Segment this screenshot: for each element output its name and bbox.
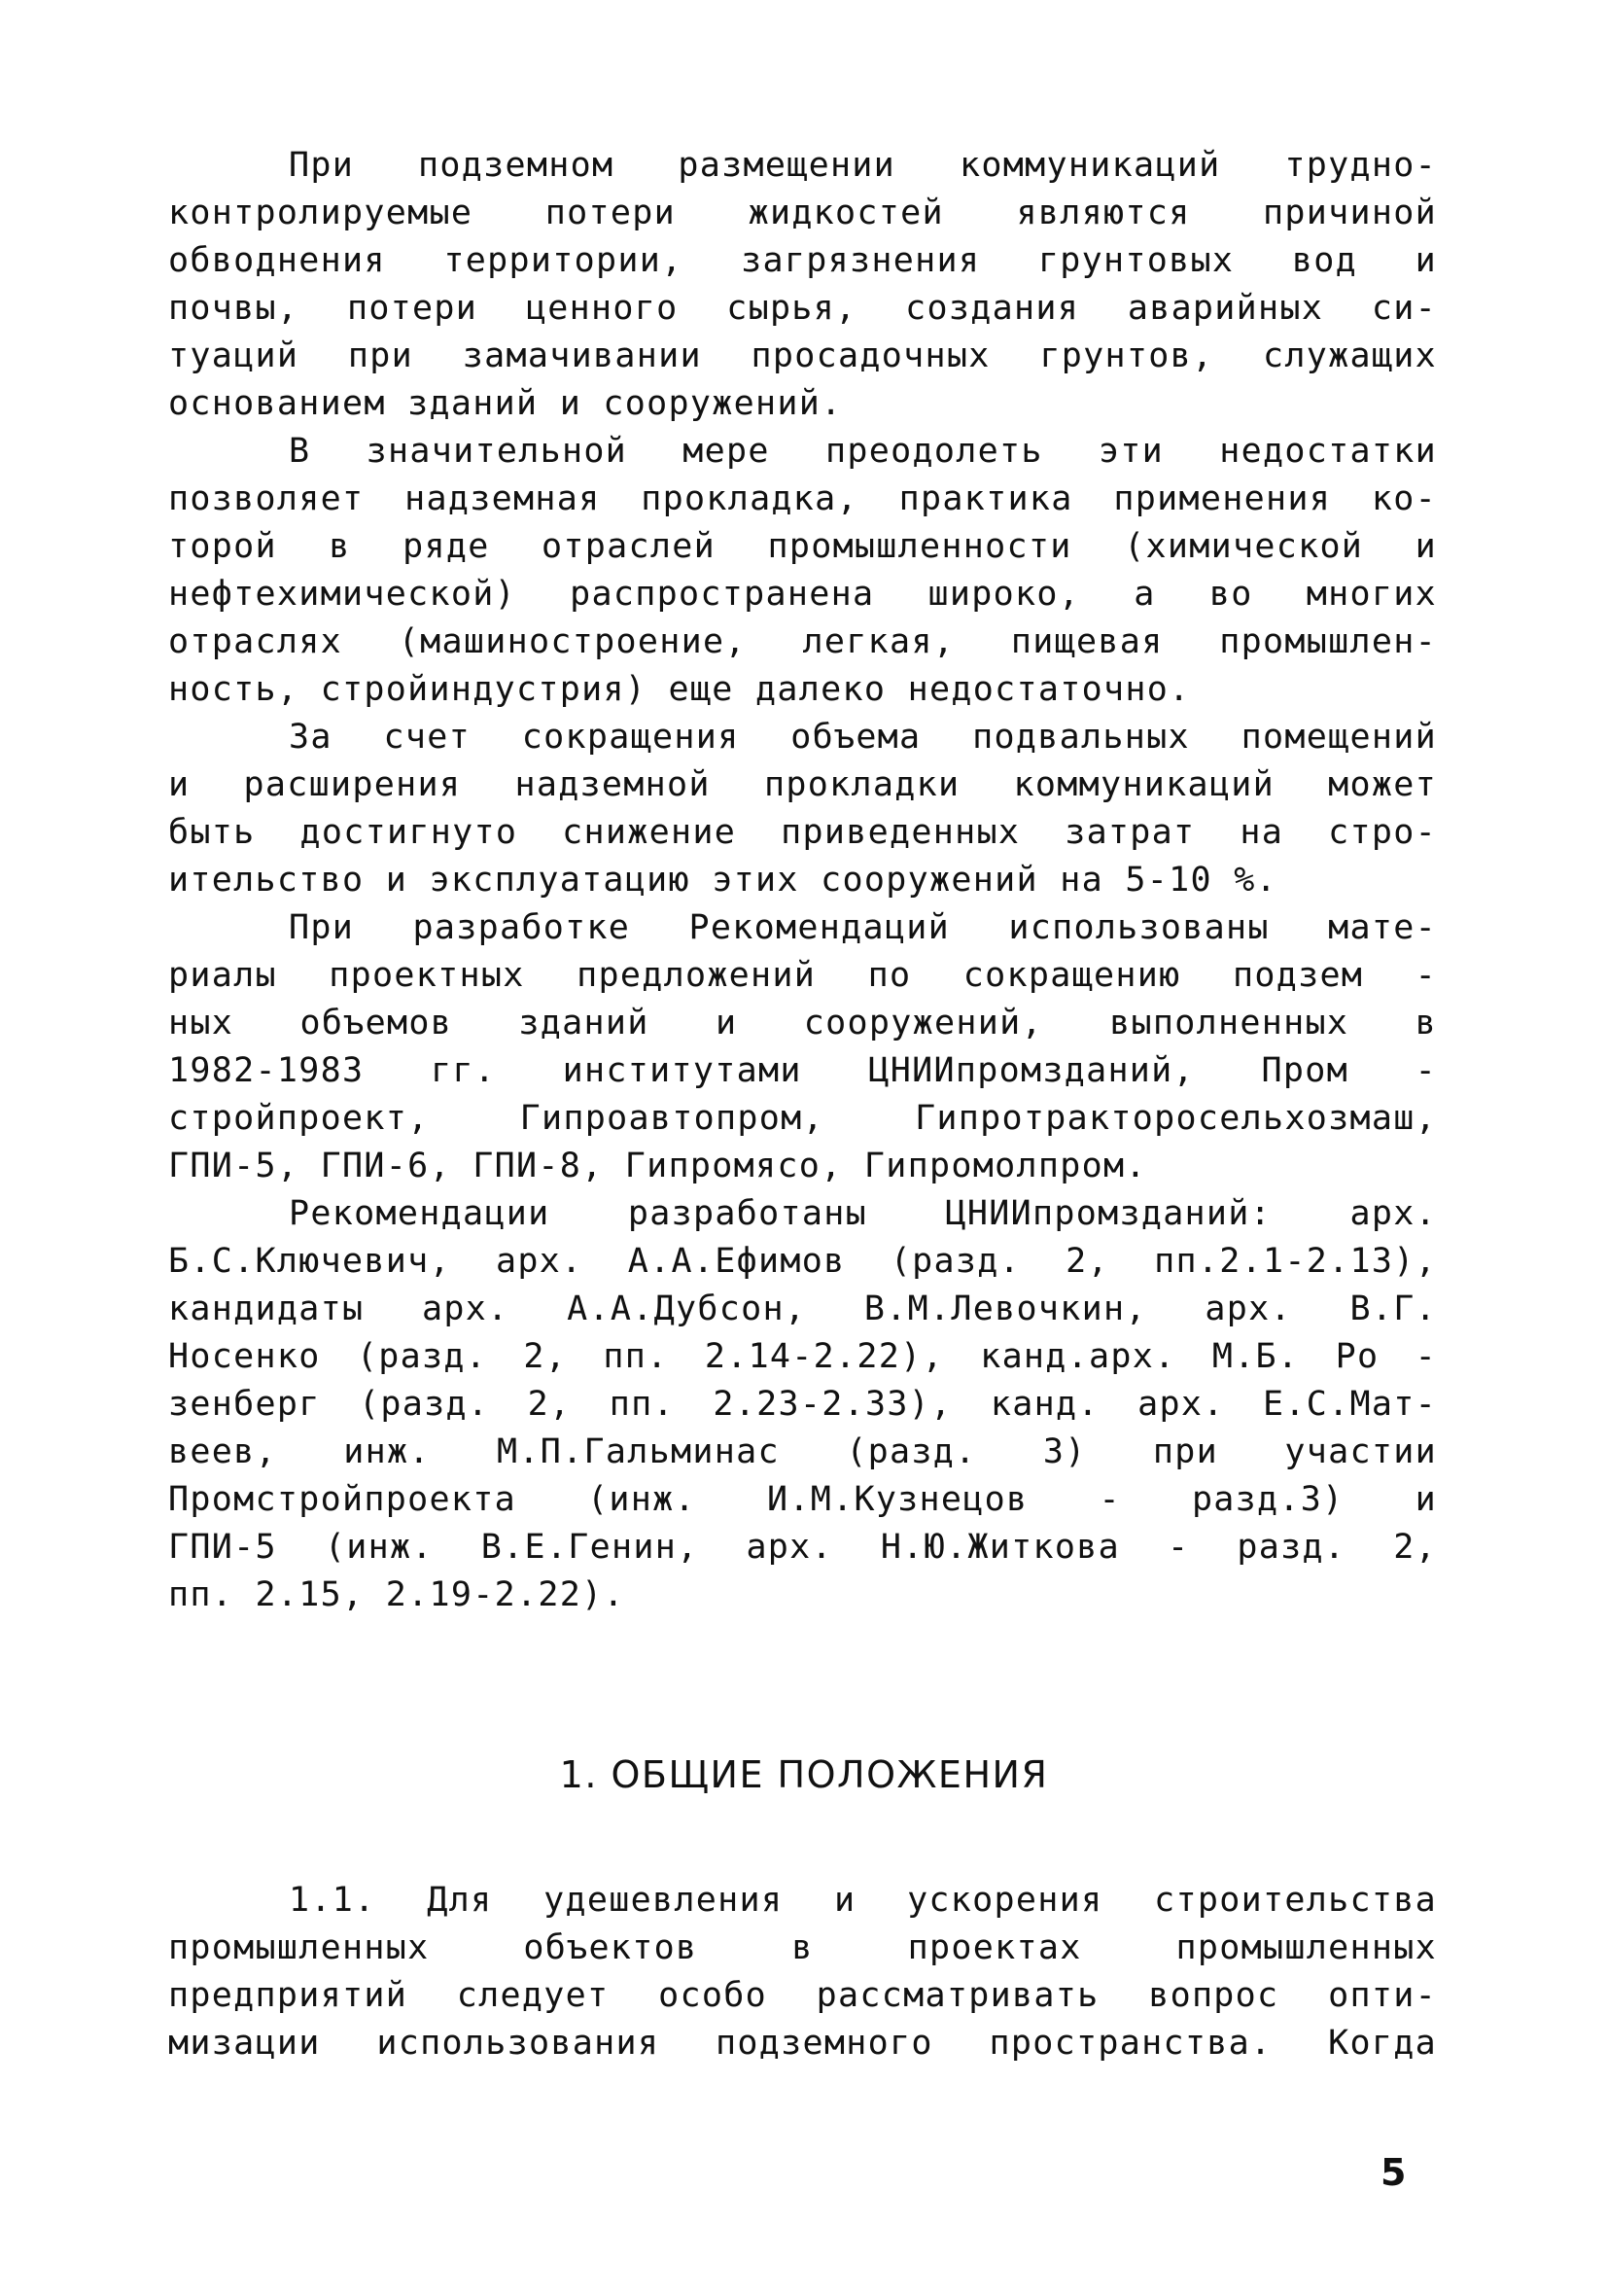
- text-line: пп. 2.15, 2.19-2.22).: [168, 1575, 625, 1614]
- text-line: Б.С.Ключевич, арх. А.А.Ефимов (разд. 2, пп.2.1-2.13),: [168, 1242, 1437, 1281]
- text-line: и расширения надземной прокладки коммуникаций может: [168, 765, 1437, 804]
- text-line: стройпроект, Гипроавтопром, Гипротракторосельхозмаш,: [168, 1099, 1437, 1138]
- text-line: ительство и эксплуатацию этих сооружений на 5-10 %.: [168, 861, 1277, 900]
- page-number: 5: [1381, 2151, 1407, 2194]
- text-line: позволяет надземная прокладка, практика применения ко-: [168, 479, 1437, 518]
- text-line: нефтехимической) распространена широко, а во многих: [168, 575, 1437, 614]
- text-line: В значительной мере преодолеть эти недостатки: [289, 432, 1437, 471]
- text-line: риалы проектных предложений по сокращению подзем -: [168, 956, 1437, 995]
- section-heading: 1. ОБЩИЕ ПОЛОЖЕНИЯ: [559, 1753, 1049, 1796]
- text-line: мизации использования подземного пространства. Когда: [168, 2024, 1437, 2063]
- text-line: веев, инж. М.П.Гальминас (разд. 3) при участии: [168, 1432, 1437, 1471]
- text-line: зенберг (разд. 2, пп. 2.23-2.33), канд. арх. Е.С.Мат-: [168, 1385, 1437, 1424]
- text-line: Промстройпроекта (инж. И.М.Кузнецов - разд.3) и: [168, 1480, 1437, 1519]
- text-line: быть достигнуто снижение приведенных затрат на стро-: [168, 813, 1437, 852]
- text-line: ГПИ-5 (инж. В.Е.Генин, арх. Н.Ю.Житкова - разд. 2,: [168, 1528, 1437, 1567]
- text-line: туаций при замачивании просадочных грунтов, служащих: [168, 336, 1437, 375]
- text-line: почвы, потери ценного сырья, создания аварийных си-: [168, 289, 1437, 328]
- text-line: контролируемые потери жидкостей являются причиной: [168, 194, 1437, 232]
- text-line: кандидаты арх. А.А.Дубсон, В.М.Левочкин, арх. В.Г.: [168, 1289, 1437, 1328]
- text-line: промышленных объектов в проектах промышленных: [168, 1928, 1437, 1967]
- text-line: 1.1. Для удешевления и ускорения строительства: [289, 1881, 1437, 1920]
- text-line: ГПИ-5, ГПИ-6, ГПИ-8, Гипромясо, Гипромолпром.: [168, 1147, 1147, 1185]
- introduction-text: [168, 142, 1437, 1619]
- text-line: обводнения территории, загрязнения грунтовых вод и: [168, 241, 1437, 280]
- text-line: 1982-1983 гг. институтами ЦНИИпромзданий, Пром -: [168, 1051, 1437, 1090]
- text-line: ность, стройиндустрия) еще далеко недостаточно.: [168, 670, 1191, 709]
- text-line: отраслях (машиностроение, легкая, пищевая промышлен-: [168, 622, 1437, 661]
- text-line: ных объемов зданий и сооружений, выполненных в: [168, 1004, 1437, 1042]
- text-line: При подземном размещении коммуникаций трудно-: [289, 146, 1437, 185]
- section-1-text: [168, 1877, 1437, 2067]
- text-line: предприятий следует особо рассматривать вопрос опти-: [168, 1976, 1437, 2015]
- text-line: основанием зданий и сооружений.: [168, 384, 843, 423]
- text-line: За счет сокращения объема подвальных помещений: [289, 718, 1437, 757]
- text-line: При разработке Рекомендаций использованы мате-: [289, 908, 1437, 947]
- text-line: торой в ряде отраслей промышленности (химической и: [168, 527, 1437, 566]
- text-line: Носенко (разд. 2, пп. 2.14-2.22), канд.арх. М.Б. Ро -: [168, 1337, 1437, 1376]
- text-line: Рекомендации разработаны ЦНИИпромзданий: арх.: [289, 1194, 1437, 1233]
